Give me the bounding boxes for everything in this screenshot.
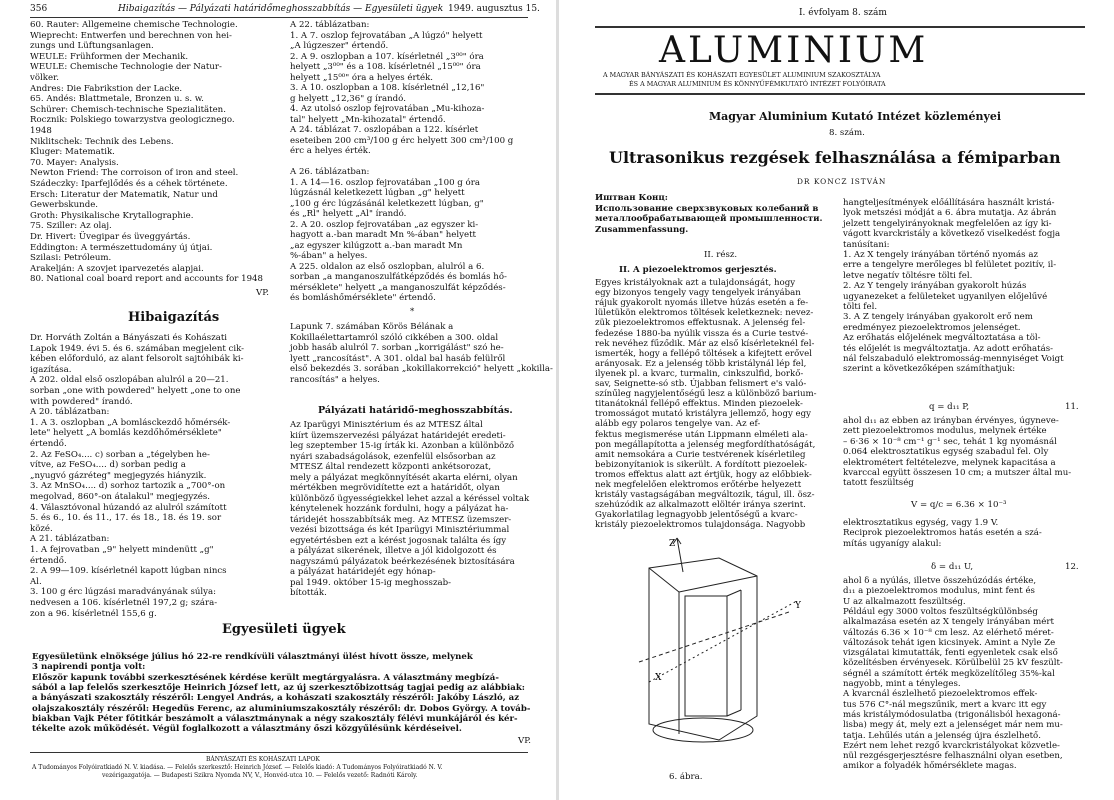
equation-12-number: 12. <box>1065 562 1079 572</box>
text-line: A 225. oldalon az első oszlopban, alulról a 6. <box>290 261 485 272</box>
text-line: 60. Rauter: Allgemeine chemische Technologie. <box>30 20 238 30</box>
palyazati-heading: Pályázati határidő-meghosszabbítás. <box>318 405 513 416</box>
text-line: lete" helyett „A bomlás kezdőhőmérséklete" <box>30 428 222 439</box>
text-line: pon megállapította a jelenség megfordíthatóságát, <box>595 439 816 450</box>
masthead-subtitle-2: ÉS A MAGYAR ALUMINIUM ÉS KÖNNYŰFÉMKUTATÓ INTÉZET FOLYÓIRATA <box>629 80 886 88</box>
text-line: nyári szabadságolások, ezenfelül elsősorban az <box>290 451 496 462</box>
text-line: „A lúgzeszer" értendő. <box>290 41 389 51</box>
text-line: igazítása. <box>30 364 72 375</box>
text-line: 0.064 elektrosztatikus egység szabadul fel. Oly <box>843 447 1049 458</box>
text-line: A 21. táblázatban: <box>30 534 110 545</box>
text-line: Kluger: Matematik. <box>30 147 115 158</box>
text-line: „100 g érc lúgzásánál keletkezett lúgban, g" <box>290 198 484 209</box>
text-line: bebizonyítaniok is sikerült. A fordított piezoelek- <box>595 459 808 470</box>
text-line: 2. A 9. oszlopban a 107. kísérletnél „3⁰⁰" óra <box>290 51 484 62</box>
text-line: völker. <box>30 73 59 83</box>
text-line: alkalmazása esetén az X tengely irányában mért <box>843 617 1054 628</box>
text-line: táridejét hosszabbítsák meg. Az MTESZ üzemszer- <box>290 514 512 525</box>
text-line: zon a 96. kísérletnél 155,6 g. <box>30 608 157 619</box>
text-line: zük piezoelektromos effektusnak. A jelenség fel- <box>595 318 806 329</box>
text-line: 2. A 99—109. kísérletnél kapott lúgban nincs <box>30 566 227 577</box>
text-line: g helyett „12,36" g írandó. <box>290 93 406 104</box>
text-line: egy bizonyos tengely vagy tengelyek irányában <box>595 288 801 299</box>
text-line: értendő. <box>30 555 67 566</box>
text-line: „az egyszer kilúgzott a.-ban maradt Mn <box>290 240 463 251</box>
text-line: arányosak. Ez a jelenség több kristálynál lép fel, <box>595 358 807 369</box>
text-line: tromosságot mutató kristályra jellemző, hogy egy <box>595 409 811 420</box>
text-line: Reciprok piezoelektromos hatás esetén a szá- <box>843 528 1042 539</box>
text-line: 75. Sziller: Az olaj. <box>30 221 112 232</box>
text-line: vágott kvarckristály a következő viselkedést fogja <box>843 229 1061 240</box>
text-line: 70. Mayer: Analysis. <box>30 157 119 168</box>
text-line: 4. Az utolsó oszlop fejrovatában „Mu-kihoza- <box>290 104 485 114</box>
text-line: vítve, az FeSO₄.... d) sorban pedig a <box>30 460 186 471</box>
text-line: nagyobb, mint a tényleges. <box>843 679 961 689</box>
text-line: Ersch: Literatur der Matematik, Natur und <box>30 189 218 200</box>
text-line: vizsgálatai kimutatták, fenti egyenletek csak első <box>843 648 1058 659</box>
text-line: 3 napirendi pontja volt: <box>32 662 146 673</box>
text-line: 80. National coal board report and accounts for 1948 <box>30 274 263 285</box>
text-line: Lapok 1949. évi 5. és 6. számában megjelent cik- <box>30 343 245 354</box>
text-line: 2. Az Y tengely irányában gyakorolt húzás <box>843 281 1027 292</box>
text-line: Eddington: A természettudomány új útjai. <box>30 242 213 253</box>
text-line: 1. Az X tengely irányában történő nyomás az <box>843 250 1038 260</box>
text-line: és bomláshőmérséklete" értendő. <box>290 293 436 303</box>
text-line: „nyugvó gázréteg" megjegyzés hiányzik. <box>30 470 207 481</box>
text-line: zungs und Lüftungsanlagen. <box>30 41 154 52</box>
text-line: 65. Andés: Blattmetale, Bronzen u. s. w. <box>30 94 204 105</box>
article-author: DR KONCZ ISTVÁN <box>797 177 887 186</box>
text-line: első bekezdés 3. sorában „kokillakorrekció" helyett „kokilla- <box>290 364 553 374</box>
text-line: rancosítás" a helyes. <box>290 374 380 385</box>
text-line: Dr. Hivert: Üvegipar és üveggyártás. <box>30 232 191 242</box>
text-line: 2. Az FeSO₄.... c) sorban a „tégelyben he- <box>30 449 210 460</box>
egyesuleti-heading: Egyesületi ügyek <box>222 622 346 637</box>
text-line: fektus megismerése után Lippmann elméleti ala- <box>595 429 808 440</box>
text-line: hagyott a.-ban maradt Mn %-ában" helyett <box>290 230 476 240</box>
footer-rule <box>30 752 528 753</box>
text-line: leg szeptember 15-ig írták ki. Azonban a különböző <box>290 441 515 451</box>
text-line: Szádeczky: Iparfejlődés és a céhek története. <box>30 179 228 189</box>
text-line: nagyszámú pályázatok beérkezésének biztosítására <box>290 556 515 567</box>
text-line: kénytelenek hozzánk fordulni, hogy a pályázat ha- <box>290 504 509 514</box>
text-line: elektrosztatikus egység, vagy 1.9 V. <box>843 518 999 528</box>
text-line: mely a pályázat megkönnyítését akarta elérni, olyan <box>290 472 518 483</box>
text-line: tus 576 C°-nál megszűnik, mert a kvarc itt egy <box>843 699 1047 710</box>
text-line: 1. A 7. oszlop fejrovatában „A lúgzó" helyett <box>290 30 483 41</box>
text-line: megolvad, 860°-on átalakul" megjegyzés. <box>30 492 210 502</box>
text-line: közelítésben érvényesek. Körülbelül 25 kV feszült- <box>843 658 1063 669</box>
footer-line-1: BÁNYÁSZATI ÉS KOHÁSZATI LAPOK <box>206 756 320 763</box>
text-line: mítás ugyanígy alakul: <box>843 538 942 549</box>
right-page <box>559 0 1114 800</box>
text-line: elektrométert feltételezve, melynek kapacitása a <box>843 457 1056 468</box>
text-line: A 22. táblázatban: <box>290 20 370 30</box>
text-line: vezési bizottsága és két Iparügyi Minisztériummal <box>290 525 510 535</box>
text-line: a bányászati szakosztály részéről: Lengyel András, a kohászati szakosztály részéről: Jakóby László, az <box>32 693 520 704</box>
text-line: helyett „15⁰⁰" óra a helyes érték. <box>290 72 434 83</box>
text-line: tés előjelét is megváltoztatja. Az adott erőhatás- <box>843 343 1054 354</box>
hibaigazitas-heading: Hibaigazítás <box>128 310 220 325</box>
text-line: Először kapunk további szerkesztésének kérdése került megtárgyalásra. A választmány megbízá- <box>32 672 499 683</box>
text-line: olajszakosztály részéről: Hegedüs Ferenc, az aluminiumszakosztály részéről: dr. Dobos György. A továb- <box>32 703 531 714</box>
equation-11-number: 11. <box>1065 402 1079 412</box>
text-line: Newton Friend: The corroison of iron and steel. <box>30 168 239 179</box>
text-line: 3. A 10. oszlopban a 108. kísérletnél „12,16" <box>290 83 485 93</box>
equation-v: V = q/c = 6.36 × 10⁻³ <box>911 500 1007 510</box>
text-line: rek nevéhez fűződik. Már az első kísérleteknél fel- <box>595 338 815 349</box>
text-line: tölti fel. <box>843 302 878 312</box>
text-line: Ezért nem lehet rezgő kvarckristályokat közvetle- <box>843 740 1060 751</box>
text-line: egyetértésben ezt a kérést jogosnak találta és így <box>290 535 507 546</box>
text-line: nek megfelelően elektromos erőtérbe helyezett <box>595 480 802 490</box>
issue-number: 8. szám. <box>829 128 865 138</box>
text-line: amikor a folyadék hőmérséklete magas. <box>843 761 1017 772</box>
footer-line-3: vezérigazgatója. — Budapesti Szikra Nyomda NV, V., Honvéd-utca 10. — Felelős vezető: Radnóti Károly. <box>102 772 418 779</box>
text-line: fedezése 1880-ba nyúlik vissza és a Curie testvé- <box>595 328 809 339</box>
masthead-subtitle-1: A MAGYAR BÁNYÁSZATI ÉS KOHÁSZATI EGYESÜLET ALUMINIUM SZAKOSZTÁLYA <box>603 71 881 79</box>
text-line: szehúzódik az alkalmazott elöltér iránya szerint. <box>595 500 806 511</box>
text-line: Иштван Конц: <box>595 193 668 203</box>
text-line: Az Iparügyi Minisztérium és az MTESZ által <box>290 420 483 430</box>
text-line: tatott feszültség <box>843 478 914 489</box>
text-line: mérséklete" helyett „a manganoszulfát képződés- <box>290 282 506 293</box>
text-line: sából a lap felelős szerkesztője Heinrich József lett, az új szerkesztőbizottság tagjai pedig az alábbiak: <box>32 682 525 693</box>
text-line: kristály vastagságában megváltozik, tágul, ill. ösz- <box>595 490 815 501</box>
text-line: sorban „one with powdered" helyett „one to one <box>30 386 241 396</box>
text-line: Использование сверхзвуковых колебаний в <box>595 203 819 214</box>
article-title: Ultrasonikus rezgések felhasználása a fémiparban <box>609 148 1061 167</box>
text-line: ahol δ a nyúlás, illetve összehúzódás értéke, <box>843 576 1037 586</box>
text-line: Arakelján: A szovjet iparvezetés alapjai. <box>30 263 204 274</box>
text-line: Dr. Horváth Zoltán a Bányászati és Kohászati <box>30 333 228 343</box>
text-line: más kristálymódosulatba (trigonálisból hexagoná- <box>843 709 1061 720</box>
text-line: Kokillaélettartamról szóló cikkében a 300. oldal <box>290 332 499 343</box>
text-line: letve negatív töltésre tölti fel. <box>843 270 973 281</box>
z-axis-label: Z <box>669 539 676 549</box>
text-line: 2. A 20. oszlop fejrovatában „az egyszer ki- <box>290 219 479 230</box>
equation-12: δ = d₁₁ U, <box>931 562 974 572</box>
text-line: ilyenek pl. a kvarc, turmalin, cinkszulfid, borkő- <box>595 368 804 379</box>
part-label: II. rész. <box>704 250 738 260</box>
volume-header: I. évfolyam 8. szám <box>799 8 887 18</box>
masthead-rule-top <box>595 26 1085 28</box>
text-line: tromos effektus alatt azt értjük, hogy az előbbiek- <box>595 469 812 480</box>
text-line: érc a helyes érték. <box>290 146 371 156</box>
page-number: 356 <box>30 4 48 14</box>
text-line: kiírt üzemszervezési pályázat határidejét eredeti- <box>290 430 506 441</box>
masthead-title: ALUMINIUM <box>659 30 929 71</box>
text-line: lyok metszési módját a 6. ábra mutatja. Az ábrán <box>843 208 1057 219</box>
text-line: 5. és 6., 10. és 11., 17. és 18., 18. és 19. sor <box>30 513 222 524</box>
text-line: U az alkalmazott feszültség. <box>843 596 966 607</box>
text-line: Egyes kristályoknak azt a tulajdonságát, hogy <box>595 278 796 288</box>
text-line: Andres: Die Fabrikstion der Lacke. <box>30 83 183 94</box>
text-line: tékelte azok működését. Végül foglalkozott a választmány őszi közgyűlésünk kérdéseivel. <box>32 724 462 735</box>
text-line: különböző ügyességiekkel lehet azzal a kéréssel voltak <box>290 493 530 504</box>
text-line: sav, Seignette-só stb. Újabban felismert e's való- <box>595 379 807 389</box>
text-line: Például egy 3000 voltos feszültségkülönbség <box>843 606 1038 617</box>
text-line: sorban „a manganoszulfátképződés és bomlás hő- <box>290 272 507 282</box>
text-line: titanátoknál fellépő effektus. Minden piezoelek- <box>595 399 803 410</box>
crystal-base <box>653 718 753 742</box>
text-line: with powdered" írandó. <box>30 396 133 407</box>
text-line: lületükön elektromos töltések keletkeznek: nevez- <box>595 308 814 319</box>
text-line: Niklitschek: Technik des Lebens. <box>30 136 174 147</box>
text-line: металлообрабатывающей промышленности. <box>595 214 823 225</box>
text-line: Egyesületünk elnöksége július hó 22-re rendkívüli választmányi ülést hívott össze, melynek <box>32 652 473 662</box>
footer-line-2: A Tudományos Folyóiratkiadó N. V. kiadása. — Felelős szerkesztő: Heinrich József. — Felelős kiadó: A Tudományos Folyóiratkiadó N. V. <box>32 764 443 771</box>
text-line: WEULE: Frühformen der Mechanik. <box>30 51 189 62</box>
text-line: 1. A fejrovatban „9" helyett mindenütt „g" <box>30 545 214 555</box>
text-line: %-ában" a helyes. <box>290 251 368 261</box>
text-line: tanúsítani: <box>843 239 890 250</box>
text-line: kristály piezoelektromos tulajdonsága. Nagyobb <box>595 520 806 531</box>
running-header: Hibaigazítás — Pályázati határidőmeghosszabbítás — Egyesületi ügyek <box>118 4 444 14</box>
text-line: WEULE: Chemische Technologie der Natur- <box>30 62 222 73</box>
text-line: 3. Az MnSO₄.... d) sorhoz tartozik a „700°-on <box>30 481 226 492</box>
crystal-plate <box>685 596 727 716</box>
text-line: Gewerbskunde. <box>30 200 99 211</box>
text-line: kvarccal együtt összesen 10 cm; a mutszer által mu- <box>843 468 1072 478</box>
text-line: ségnél a számított érték megközelítőleg 35%-kal <box>843 668 1055 679</box>
text-line: ugyanezeket a felületeket ugyanilyen előjelűvé <box>843 291 1048 302</box>
text-line: Groth: Physikalische Krytallographie. <box>30 210 194 221</box>
text-line: alább egy polaros tengelye van. Az ef- <box>595 419 761 430</box>
text-line: Schürer: Chemisch-technische Spezialitäten. <box>30 104 226 115</box>
text-line: nál felszabaduló elektromosság-mennyiséget Voigt <box>843 354 1064 364</box>
text-line: nül rezgésgerjesztésre felhasználni olyan esetben, <box>843 751 1063 762</box>
text-line: bították. <box>290 588 327 598</box>
text-line: közé. <box>30 523 53 534</box>
text-line: kében előforduló, az alant felsorolt sajtóhibák ki- <box>30 354 244 365</box>
text-line: ahol d₁₁ az ebben az irányban érvényes, úgyneve- <box>843 416 1059 426</box>
text-line: a pályázat határidejét egy hónap- <box>290 567 436 577</box>
text-line: Lapunk 7. számában Körös Bélának a <box>290 322 454 332</box>
y-axis-line <box>649 602 795 682</box>
text-line: 1. A 3. oszlopban „A bomlásckezdő hőmérsék- <box>30 417 231 428</box>
text-line: tatja. Lehűlés után a jelenség újra észlelhető. <box>843 730 1041 741</box>
text-line: rájuk gyakorolt nyomás illetve húzás esetén a fe- <box>595 298 809 309</box>
text-line: ismerték, hogy a fellépő töltések a kifejtett erővel <box>595 348 812 359</box>
institute-title: Magyar Aluminium Kutató Intézet közleményei <box>709 110 1002 123</box>
y-axis-label: Y <box>795 601 801 611</box>
text-line: – 6·36 × 10⁻⁸ cm⁻¹ g⁻¹ sec, tehát 1 kg nyomásnál <box>843 436 1057 447</box>
section-heading: II. A piezoelektromos gerjesztés. <box>619 265 777 275</box>
text-line: és „Rl" helyett „Al" írandó. <box>290 209 407 219</box>
x-axis-label: X <box>655 673 662 683</box>
text-line: tal" helyett „Mn-kihozatal" értendő. <box>290 114 446 125</box>
text-line: 3. 100 g érc lúgzási maradványának súlya: <box>30 587 217 598</box>
text-line: szerint a következőképen számíthatjuk: <box>843 364 1016 375</box>
text-line: változások tehát igen kicsinyek. Amint a Nyle Ze <box>843 637 1056 648</box>
text-line: lisba) megy át, mely ezt a jelenséget már nem mu- <box>843 720 1063 731</box>
text-line: d₁₁ a piezoelektromos modulus, mint fent és <box>843 586 1035 597</box>
text-line: amit nemsokára a Curie testvérenek kísérletileg <box>595 449 806 460</box>
text-line: lúgzásnál keletkezett lúgban „g" helyett <box>290 188 465 198</box>
text-line: lyett „rancosítást". A 301. oldal bal hasáb felülről <box>290 353 506 364</box>
text-line: A 202. oldal első oszlopában alulról a 20—21. <box>30 375 229 386</box>
text-line: mértékben megrövidítette ezt a határidőt, olyan <box>290 483 500 493</box>
text-line: eredményez piezoelektromos jelenséget. <box>843 322 1021 333</box>
text-line: A kvarcnál észlelhető piezoelektromos effek- <box>843 689 1038 700</box>
text-line: Rocznik: Polskiego towarzystva geologicznego. <box>30 115 235 126</box>
text-line: színűleg nagyjelentőségű lesz a különböző barium- <box>595 389 817 400</box>
figure-caption: 6. ábra. <box>669 772 703 782</box>
text-line: zett piezoelektromos modulus, melynek értéke <box>843 426 1047 437</box>
text-line: hangteljesítmények előállítására használt kristá- <box>843 198 1055 208</box>
vp-signature: VP. <box>256 288 269 298</box>
text-line: MTESZ által rendezett központi ankétsorozat, <box>290 462 492 472</box>
text-line: pal 1949. október 15-ig meghosszab- <box>290 577 452 588</box>
text-line: 3. A Z tengely irányában gyakorolt erő nem <box>843 312 1033 323</box>
text-line: nedvesen a 106. kísérletnél 197,2 g; szára- <box>30 598 218 608</box>
text-line: A 20. táblázatban: <box>30 407 110 418</box>
text-line: biakban Vajk Péter főtitkár beszámolt a választmánynak a négy szakosztály félévi munkájáról és kér- <box>32 713 518 724</box>
text-line: eseteiben 200 cm³/100 g érc helyett 300 cm³/100 g <box>290 135 514 146</box>
text-line: Szilasi: Petróleum. <box>30 253 112 264</box>
text-line: A 26. táblázatban: <box>290 167 370 177</box>
text-line: 1948 <box>30 126 52 136</box>
text-line: a pályázat sikerének, illetve a jól kidolgozott és <box>290 546 497 556</box>
equation-11: q = d₁₁ P, <box>929 402 970 412</box>
text-line: jelzett tengelyirányoknak megfelelően az így ki- <box>843 218 1052 229</box>
header-date: 1949. augusztus 15. <box>448 4 540 14</box>
text-line: Gyakorlatilag legnagyobb jelentőségű a kvarc- <box>595 510 798 521</box>
text-line: jobb hasáb alulról 7. sorban „korrigálást" szó he- <box>290 343 504 353</box>
text-line: erre a tengelyre merőleges bl felületet pozitív, il- <box>843 260 1057 271</box>
text-line: Az erőhatás előjelének megváltoztatása a töl- <box>843 333 1041 344</box>
text-line: helyett „3⁰⁰" és a 108. kísérletnél „15⁰⁰" óra <box>290 62 481 72</box>
text-line: értendő. <box>30 439 67 449</box>
quartz-crystal-figure <box>619 532 817 780</box>
text-line: változás 6.36 × 10⁻⁸ cm lesz. Az elérhető méret- <box>843 627 1054 638</box>
x-axis-line <box>639 612 789 662</box>
text-line: Wieprecht: Entwerfen und berechnen von hei- <box>30 30 232 41</box>
text-line: 4. Választóvonal húzandó az alulról számított <box>30 502 227 513</box>
text-line: Al. <box>30 576 42 587</box>
text-line: Zusammenfassung. <box>595 224 689 235</box>
text-line: 1. A 14—16. oszlop fejrovatában „100 g óra <box>290 177 480 188</box>
vp-signature-2: VP. <box>518 736 531 746</box>
separator-star: * <box>410 307 415 317</box>
header-rule <box>30 17 528 18</box>
text-line: A 24. táblázat 7. oszlopában a 122. kísérlet <box>290 125 479 135</box>
left-page <box>0 0 556 800</box>
masthead-rule-bottom <box>595 93 1085 95</box>
